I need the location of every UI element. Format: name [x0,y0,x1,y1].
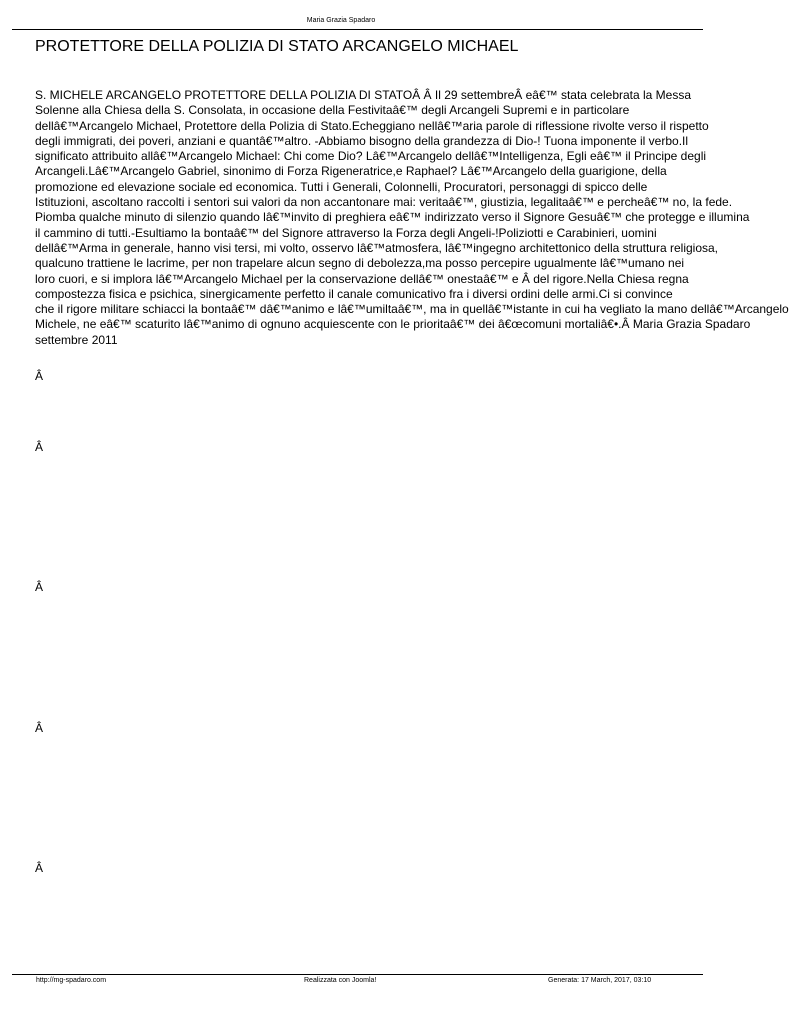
body-line: Arcangeli.Lâ€™Arcangelo Gabriel, sinonimo di Forza Rigeneratrice,e Raphael? Lâ€™Arcangelo della guarigione, della [35,164,667,179]
body-line: significato attribuito allâ€™Arcangelo Michael: Chi come Dio? Lâ€™Arcangelo dellâ€™Intelligenza, Egli eâ€™ il Principe degli [35,149,707,164]
body-line: Istituzioni, ascoltano raccolti i sentori sui valori da non accantonare mai: veritaâ€™, giustizia, legalitaâ€™ e percheâ€™ no, la fede. [35,195,733,210]
body-line: Michele, ne eâ€™ scaturito lâ€™animo di ognuno acquiescente con le prioritaâ€™ dei â€œcomuni mortaliâ€•.Â Maria Grazia Spadaro [35,317,751,332]
footer-credit: Realizzata con Joomla! [304,977,377,984]
body-line: che il rigore militare schiacci la bontaâ€™ dâ€™animo e lâ€™umiltaâ€™, ma in quellâ€™istante in cui ha vegliato la mano dellâ€™Arcangelo [35,302,789,317]
article-body [35,88,789,347]
header-author: Maria Grazia Spadaro [306,17,376,24]
footer-generated-date: Generata: 17 March, 2017, 03:10 [548,977,652,984]
empty-paragraph: Â [35,440,44,454]
body-line: loro cuori, e si implora lâ€™Arcangelo Michael per la conservazione dellâ€™ onestaâ€™ e Â del rigore.Nella Chiesa regna [35,271,689,286]
body-line: Piomba qualche minuto di silenzio quando lâ€™invito di preghiera eâ€™ indirizzato verso il Signore Gesuâ€™ che protegge e illumina [35,210,750,225]
header-divider [12,29,703,30]
footer-divider [12,974,703,975]
body-line: il cammino di tutti.-Esultiamo la bontaâ€™ del Signore attraverso la Forza degli Angeli-!Poliziotti e Carabinieri, uomini [35,225,657,240]
empty-paragraph: Â [35,580,44,594]
body-line: degli immigrati, dei poveri, anziani e quantâ€™altro. -Abbiamo bisogno della grandezza di Dio-! Tuona imponente il verbo.Il [35,133,689,148]
empty-paragraph: Â [35,861,44,875]
body-line: dellâ€™Arma in generale, hanno visi tersi, mi volto, osservo lâ€™atmosfera, lâ€™ingegno architettonico della struttura religiosa, [35,240,719,255]
empty-paragraph: Â [35,721,44,735]
body-line: compostezza fisica e psichica, sinergicamente perfetto il canale comunicativo fra i diversi ordini delle armi.Ci si convince [35,286,673,301]
body-line: qualcuno trattiene le lacrime, per non trapelare alcun segno di debolezza,ma posso percepire ugualmente lâ€™umano nei [35,256,685,271]
body-line: settembre 2011 [35,332,118,347]
body-line: dellâ€™Arcangelo Michael, Protettore della Polizia di Stato.Echeggiano nellâ€™aria parole di riflessione rivolte verso il rispetto [35,118,709,133]
article-title: PROTETTORE DELLA POLIZIA DI STATO ARCANGELO MICHAEL [35,38,519,55]
body-line: Solenne alla Chiesa della S. Consolata, in occasione della Festivitaâ€™ degli Arcangeli Supremi e in particolare [35,103,630,118]
empty-paragraph: Â [35,369,44,383]
footer-site-url: http://mg-spadaro.com [36,977,107,984]
body-line: promozione ed elevazione sociale ed economica. Tutti i Generali, Colonnelli, Procuratori, personaggi di spicco delle [35,179,648,194]
body-line: S. MICHELE ARCANGELO PROTETTORE DELLA POLIZIA DI STATOÂ Â Il 29 settembreÂ eâ€™ stata celebrata la Messa [35,88,692,102]
